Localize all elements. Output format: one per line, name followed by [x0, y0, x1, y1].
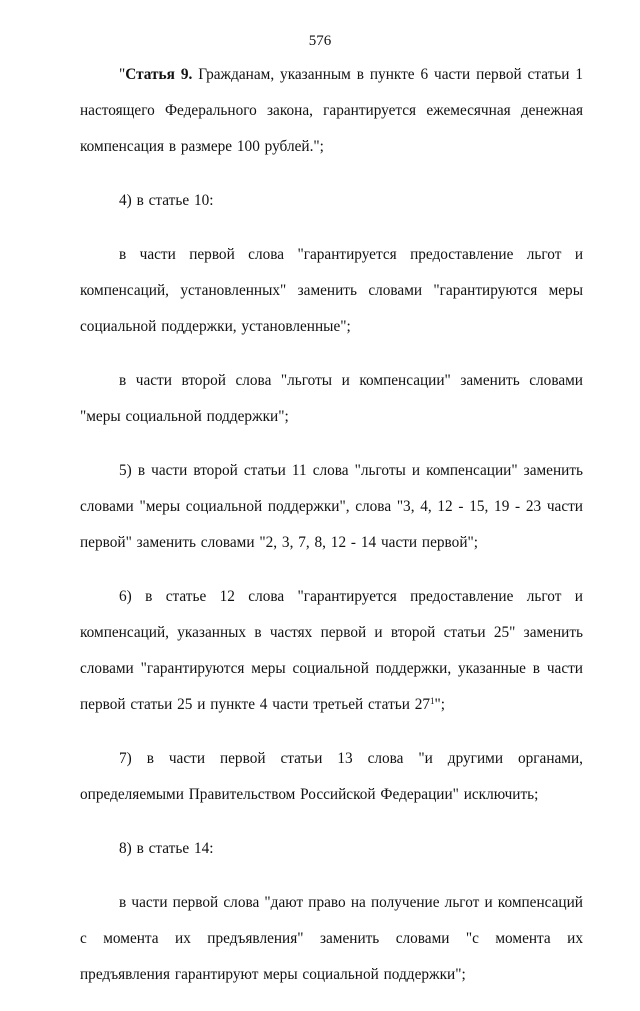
- paragraph-item-4: 4) в статье 10:: [119, 192, 214, 209]
- paragraph-item-6: [80, 579, 583, 723]
- item-6-text: 6) в статье 12 слова "гарантируется предоставление льгот и компенсаций, указанных в частях первой и второй статьи 25" заменить словами "гарантируются меры социальной поддержки, указанные в части первой статьи 25 и пункте 4 части третьей статьи 27: [80, 588, 583, 713]
- paragraph-item-8: 8) в статье 14:: [119, 840, 214, 857]
- paragraph-item-7: 7) в части первой статьи 13 слова "и другими органами, определяемыми Правительством Российской Федерации" исключить;: [80, 750, 583, 803]
- document-body: [80, 57, 583, 1011]
- opening-quote: ": [119, 66, 126, 83]
- article-heading: Статья 9.: [125, 66, 193, 83]
- paragraph-article-9: [80, 57, 583, 165]
- paragraph-item-8-part-1: в части первой слова "дают право на получение льгот и компенсаций с момента их предъявления" заменить словами "с момента их предъявления гарантируют меры социальной поддержки";: [80, 894, 583, 983]
- superscript-index: 1: [430, 696, 435, 706]
- paragraph-item-4-part-2: в части второй слова "льготы и компенсации" заменить словами "меры социальной поддержки";: [80, 372, 583, 425]
- item-6-tail: ";: [434, 696, 446, 713]
- article-9-text: Гражданам, указанным в пункте 6 части первой статьи 1 настоящего Федерального закона, гарантируется ежемесячная денежная компенсация в размере 100 рублей.";: [80, 66, 583, 155]
- page-number: 576: [308, 33, 332, 49]
- paragraph-item-4-part-1: в части первой слова "гарантируется предоставление льгот и компенсаций, установленных" заменить словами "гарантируются меры социальной поддержки, установленные";: [80, 246, 583, 335]
- paragraph-item-5: 5) в части второй статьи 11 слова "льготы и компенсации" заменить словами "меры социальной поддержки", слова "3, 4, 12 - 15, 19 - 23 части первой" заменить словами "2, 3, 7, 8, 12 - 14 части первой";: [80, 462, 583, 551]
